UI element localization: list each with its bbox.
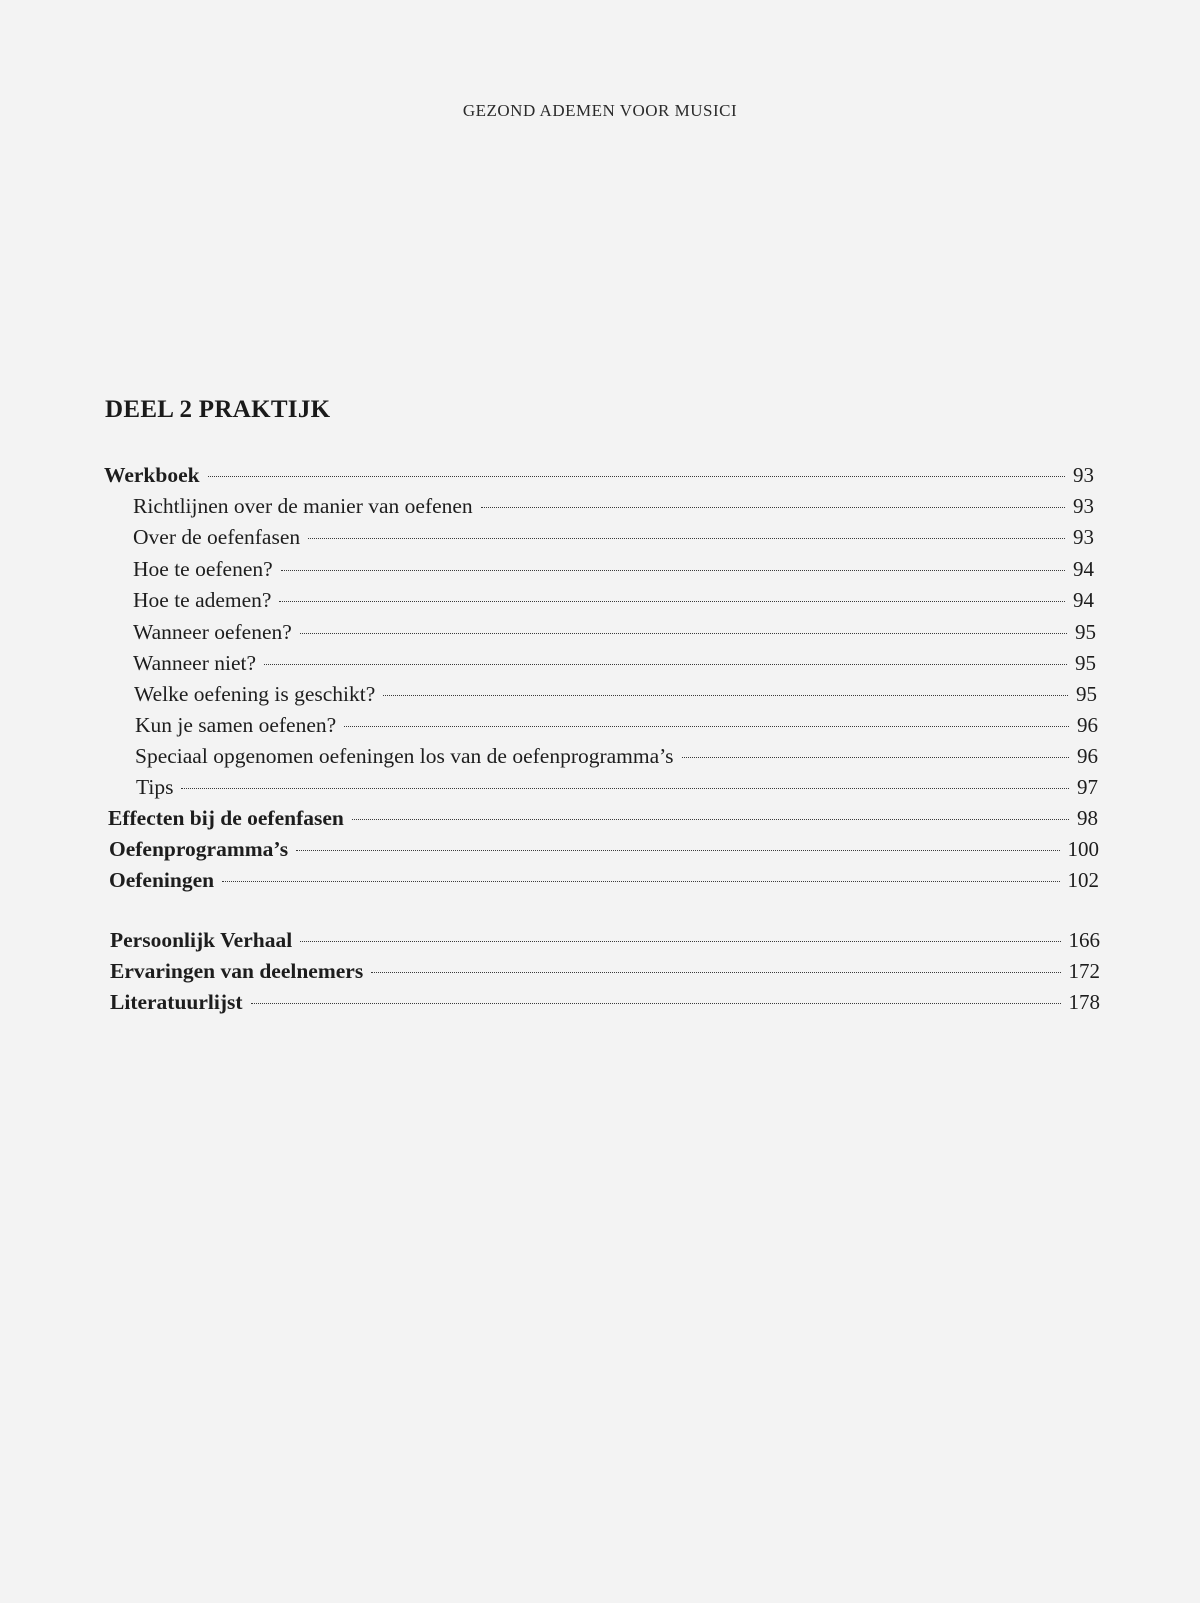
- toc-entry-page: 97: [1077, 775, 1098, 799]
- dot-leader: [296, 850, 1059, 851]
- toc-entry-title: Kun je samen oefenen?: [135, 713, 337, 737]
- toc-entry-title: Wanneer niet?: [133, 651, 257, 675]
- dot-leader: [300, 633, 1067, 634]
- dot-leader: [251, 1003, 1061, 1004]
- dot-leader: [181, 788, 1069, 789]
- toc-entry-samen-oefenen[interactable]: [135, 710, 1098, 740]
- toc-entry-title: Wanneer oefenen?: [133, 620, 292, 644]
- toc-entry-title: Tips: [136, 775, 174, 799]
- toc-entry-page: 93: [1073, 494, 1094, 518]
- toc-entry-title: Literatuurlijst: [110, 990, 243, 1014]
- dot-leader: [371, 972, 1060, 973]
- toc-entry-welke-oefening[interactable]: [134, 679, 1097, 709]
- toc-entry-title: Over de oefenfasen: [133, 525, 301, 549]
- toc-entry-page: 166: [1068, 928, 1100, 952]
- dot-leader: [281, 570, 1065, 571]
- toc-entry-effecten[interactable]: [108, 803, 1098, 833]
- toc-entry-title: Hoe te ademen?: [133, 588, 272, 612]
- toc-entry-literatuurlijst[interactable]: [110, 987, 1100, 1017]
- toc-entry-tips[interactable]: [136, 772, 1098, 802]
- toc-entry-title: Hoe te oefenen?: [133, 557, 273, 581]
- dot-leader: [383, 695, 1068, 696]
- toc-entry-page: 93: [1073, 525, 1094, 549]
- toc-entry-title: Oefenprogramma’s: [109, 837, 289, 861]
- toc-entry-title: Richtlijnen over de manier van oefenen: [133, 494, 473, 518]
- toc-entry-oefenprogrammas[interactable]: [109, 834, 1099, 864]
- toc-entry-page: 94: [1073, 557, 1094, 581]
- dot-leader: [352, 819, 1069, 820]
- toc-entry-title: Speciaal opgenomen oefeningen los van de oefenprogramma’s: [135, 744, 674, 768]
- toc-entry-page: 100: [1067, 837, 1099, 861]
- running-header: GEZOND ADEMEN VOOR MUSICI: [462, 101, 738, 120]
- toc-entry-wanneer-oefenen[interactable]: [133, 617, 1096, 647]
- dot-leader: [481, 507, 1065, 508]
- toc-entry-hoe-te-ademen[interactable]: [133, 585, 1094, 615]
- toc-entry-page: 95: [1075, 651, 1096, 675]
- toc-entry-page: 94: [1073, 588, 1094, 612]
- toc-entry-oefeningen[interactable]: [109, 865, 1099, 895]
- toc-entry-page: 93: [1073, 463, 1094, 487]
- toc-entry-page: 178: [1068, 990, 1100, 1014]
- toc-entry-oefenfasen[interactable]: [133, 522, 1094, 552]
- toc-entry-title: Ervaringen van deelnemers: [110, 959, 364, 983]
- dot-leader: [308, 538, 1065, 539]
- toc-entry-wanneer-niet[interactable]: [133, 648, 1096, 678]
- toc-entry-page: 95: [1076, 682, 1097, 706]
- toc-entry-page: 172: [1068, 959, 1100, 983]
- toc-entry-speciaal-opgenomen[interactable]: [135, 741, 1098, 771]
- toc-entry-title: Oefeningen: [109, 868, 215, 892]
- dot-leader: [208, 476, 1065, 477]
- section-title: DEEL 2 PRAKTIJK: [105, 396, 331, 423]
- dot-leader: [279, 601, 1065, 602]
- toc-entry-page: 95: [1075, 620, 1096, 644]
- toc-entry-page: 96: [1077, 744, 1098, 768]
- toc-entry-page: 98: [1077, 806, 1098, 830]
- toc-entry-page: 96: [1077, 713, 1098, 737]
- toc-entry-title: Welke oefening is geschikt?: [134, 682, 376, 706]
- toc-entry-werkboek[interactable]: [104, 460, 1094, 490]
- toc-entry-hoe-te-oefenen[interactable]: [133, 554, 1094, 584]
- toc-entry-title: Effecten bij de oefenfasen: [108, 806, 344, 830]
- toc-entry-persoonlijk-verhaal[interactable]: [110, 925, 1100, 955]
- toc-entry-title: Persoonlijk Verhaal: [110, 928, 293, 952]
- dot-leader: [264, 664, 1067, 665]
- toc-entry-ervaringen[interactable]: [110, 956, 1100, 986]
- dot-leader: [222, 881, 1059, 882]
- toc-entry-richtlijnen[interactable]: [133, 491, 1094, 521]
- toc-entry-page: 102: [1067, 868, 1099, 892]
- dot-leader: [682, 757, 1069, 758]
- dot-leader: [300, 941, 1060, 942]
- toc-entry-title: Werkboek: [104, 463, 200, 487]
- dot-leader: [344, 726, 1069, 727]
